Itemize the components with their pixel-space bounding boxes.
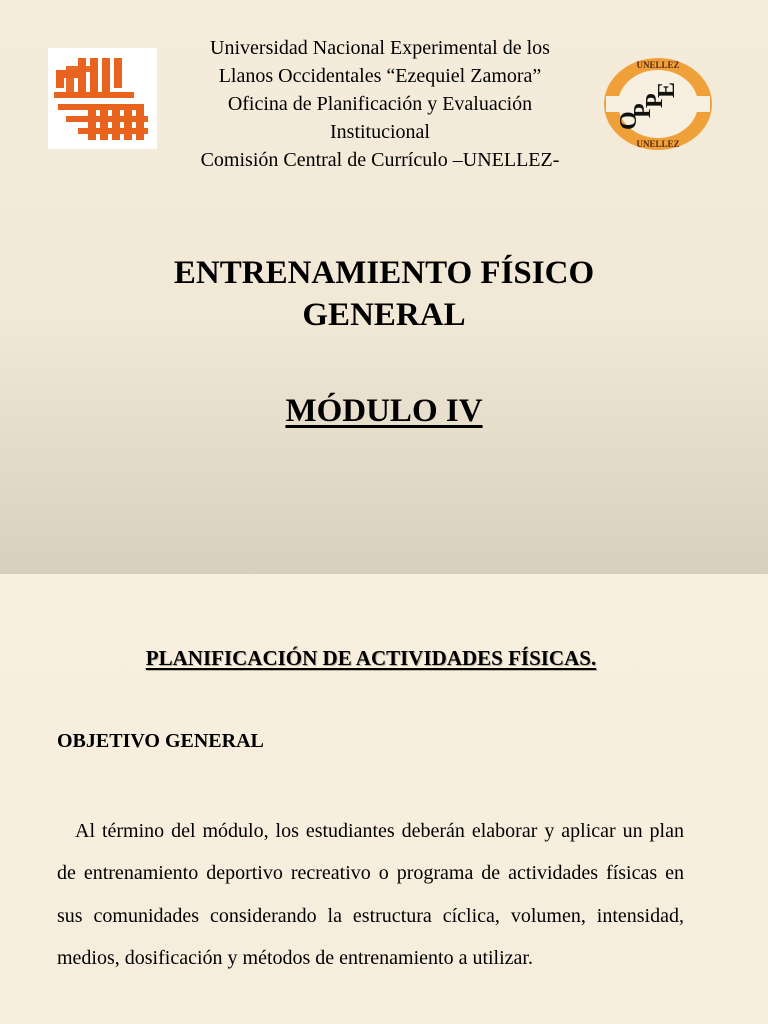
unellez-logo-graphic (48, 48, 157, 149)
oppe-logo (598, 54, 718, 154)
svg-text:P: P (642, 93, 668, 108)
header-line-2: Llanos Occidentales “Ezequiel Zamora” (218, 65, 542, 87)
header-line-4: Institucional (330, 121, 430, 143)
header-line-5: Comisión Central de Currículo –UNELLEZ- (200, 149, 560, 171)
module-title-text: MÓDULO IV (285, 393, 483, 429)
module-title (0, 390, 768, 432)
oppe-logo-bottom-text: UNELLEZ (636, 139, 680, 149)
course-title-line-1: ENTRENAMIENTO FÍSICO (173, 255, 595, 291)
course-title (0, 252, 768, 336)
svg-text:E: E (654, 81, 680, 98)
institution-header (160, 34, 600, 174)
header-line-1: Universidad Nacional Experimental de los (210, 37, 550, 59)
objective-paragraph (57, 810, 684, 979)
oppe-logo-top-text: UNELLEZ (636, 60, 680, 70)
header-line-3: Oficina de Planificación y Evaluación (227, 93, 533, 115)
slide-2 (0, 574, 768, 1024)
objective-label: OBJETIVO GENERAL (57, 730, 264, 752)
svg-text:P: P (630, 103, 656, 118)
oppe-logo-graphic (598, 54, 718, 154)
objective-paragraph-text: Al término del módulo, los estudiantes deberán elaborar y aplicar un plan de entrenamiento deportivo recreativo o programa de actividades físicas en sus comunidades considerando la estructura cíclica, volumen, intensidad, medios, dosificación y métodos de entrenamiento a utilizar. (57, 820, 684, 969)
section-heading: PLANIFICACIÓN DE ACTIVIDADES FÍSICAS. (145, 646, 597, 670)
svg-text:O: O (616, 111, 642, 130)
unellez-logo (48, 48, 157, 149)
course-title-line-2: GENERAL (302, 297, 466, 333)
